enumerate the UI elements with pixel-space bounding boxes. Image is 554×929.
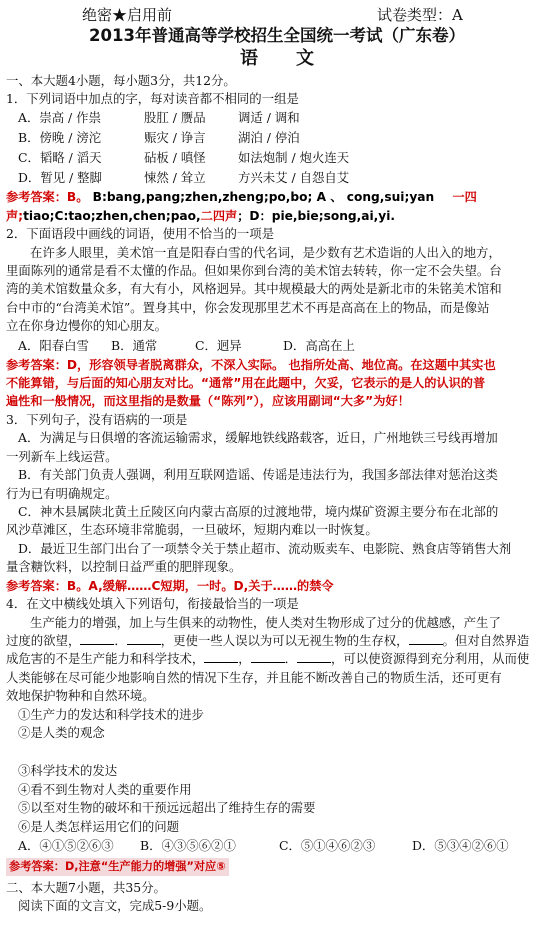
blank-1 bbox=[80, 633, 114, 645]
section1-heading: 一、本大题4小题，每小题3分，共12分。 bbox=[6, 73, 236, 88]
q3-options: A．为满足与日俱增的客流运输需求，缓解地铁线路载客，近日，广州地铁三号线再增加 一列新车上线运营。 B．有关部门负责人强调，利用互联网造谣、传谣是违法行为，我国多部法律对惩治这类 行为已有明确规定。 C．神木县属陕北黄土丘陵区向内蒙古高原的过渡地带，境内煤矿资源主要分布在北部的 风沙草滩区，生态环境非常脆弱，一旦破坏，短期内难以一时恢复。 D．最近卫生部门出台了一项禁令关于禁止超市、流动贩卖车、电影院、熟食店等销售大剂 量含糖饮料，以控制日益严重的肥胖现象。 bbox=[6, 430, 512, 575]
q2-options: A．阳春白雪 B．通常 C．迥异 D．高高在上 bbox=[18, 337, 355, 353]
q4-stem: 4．在文中横线处填入下列语句，衔接最恰当的一项是 bbox=[6, 596, 299, 612]
section2-heading: 二、本大题7小题，共35分。 bbox=[6, 880, 166, 895]
q3-answer: 参考答案：B。A,缓解……C短期，一时。D,关于……的禁令 bbox=[6, 578, 334, 593]
q1-option-c: C．韬略 / 滔天 砧板 / 嗔怪 如法炮制 / 炮火连天 bbox=[18, 150, 350, 166]
blank-3 bbox=[409, 633, 443, 645]
blank-5 bbox=[251, 651, 285, 663]
q3-stem: 3．下列句子，没有语病的一项是 bbox=[6, 411, 188, 427]
secret-label: 绝密★启用前 bbox=[82, 6, 173, 24]
header bbox=[6, 2, 548, 24]
q2-stem: 2．下面语段中画线的词语，使用不恰当的一项是 bbox=[6, 226, 275, 242]
section2-intro: 阅读下面的文言文，完成5-9小题。 bbox=[18, 898, 212, 913]
q4-passage: 生产能力的增强，加上与生俱来的动物性，使人类对生物形成了过分的优越感，产生了 过度的欲望， ． ，更使一些人误以为可以无视生物的生存权， 。但对自然界造 成危害的不是生产能力和科学技术， ， ． ，可以使资源得到充分利用，从而使 人类能够在尽可能少地影响自然的情况下生存，并且能不断改善自己的物质生活，还可更有 效地保护物种和自然环境。 bbox=[6, 614, 530, 704]
q1-option-b: B．傍晚 / 滂沱 赈灾 / 诤言 湖泊 / 停泊 bbox=[18, 130, 300, 146]
q2-answer: 参考答案：D，形容领导者脱离群众，不深入实际。 也指所处高、地位高。在这题中其实也 不能算错，与后面的知心朋友对比。“通常”用在此题中，欠妥，它表示的是人的认识的普 遍性和一般情况，而这里指的是数量（“陈列”），应该用副词“大多”为好！ bbox=[6, 357, 496, 409]
q1-options bbox=[6, 108, 548, 188]
q1-stem: 1．下列词语中加点的字，每对读音都不相同的一组是 bbox=[6, 91, 299, 106]
paper-type: 试卷类型：A bbox=[377, 6, 463, 24]
blank-4 bbox=[204, 651, 238, 663]
q1-option-a: A．崇高 / 作祟 股肛 / 赝品 调适 / 调和 bbox=[18, 110, 300, 126]
q4-options: A．④①⑤②⑥③ B．④③⑤⑥②① C．⑤①④⑥②③ D．⑤③④②⑥① bbox=[18, 838, 509, 853]
subject-title: 语文 bbox=[240, 48, 352, 69]
q2-passage: 在许多人眼里，美术馆一直是阳春白雪的代名词，是少数有艺术造诣的人出入的地方， 里面陈列的通常是看不太懂的作品。但如果你到台湾的美术馆去转转，你一定不会失望。台 湾的美术馆数量众多，有大有小，风格迥异。其中规模最大的两处是新北市的朱铭美术馆和 台中市的“台湾美术馆”。置身其中，你会发现那里艺术不再是高高在上的物品，而是像站 立在你身边慢你的知心朋友。 bbox=[6, 244, 502, 334]
q4-answer: 参考答案：D,注意“生产能力的增强”对应⑤ bbox=[6, 858, 229, 876]
q4-items: ①生产力的发达和科学技术的进步 ②是人类的观念 ③科学技术的发达 ④看不到生物对人类的重要作用 ⑤以至对生物的破坏和干预远远超出了维持生存的需要 ⑥是人类怎样运用它们的问题 bbox=[18, 706, 316, 834]
q1-option-d: D．暂见 / 整脚 悚然 / 耸立 方兴未艾 / 自怨自艾 bbox=[18, 170, 350, 186]
blank-6 bbox=[297, 651, 331, 663]
exam-title: 2013年普通高等学校招生全国统一考试（广东卷） bbox=[89, 26, 465, 45]
q1-answer: 参考答案：B。 B:bang,pang;zhen,zheng;po,bo; A 、 cong,sui;yan 一四 声;tiao;C:tao;zhen,chen;pao,二四声；D：pie,bie;song,ai,yi. bbox=[6, 190, 477, 223]
blank-2 bbox=[127, 633, 161, 645]
